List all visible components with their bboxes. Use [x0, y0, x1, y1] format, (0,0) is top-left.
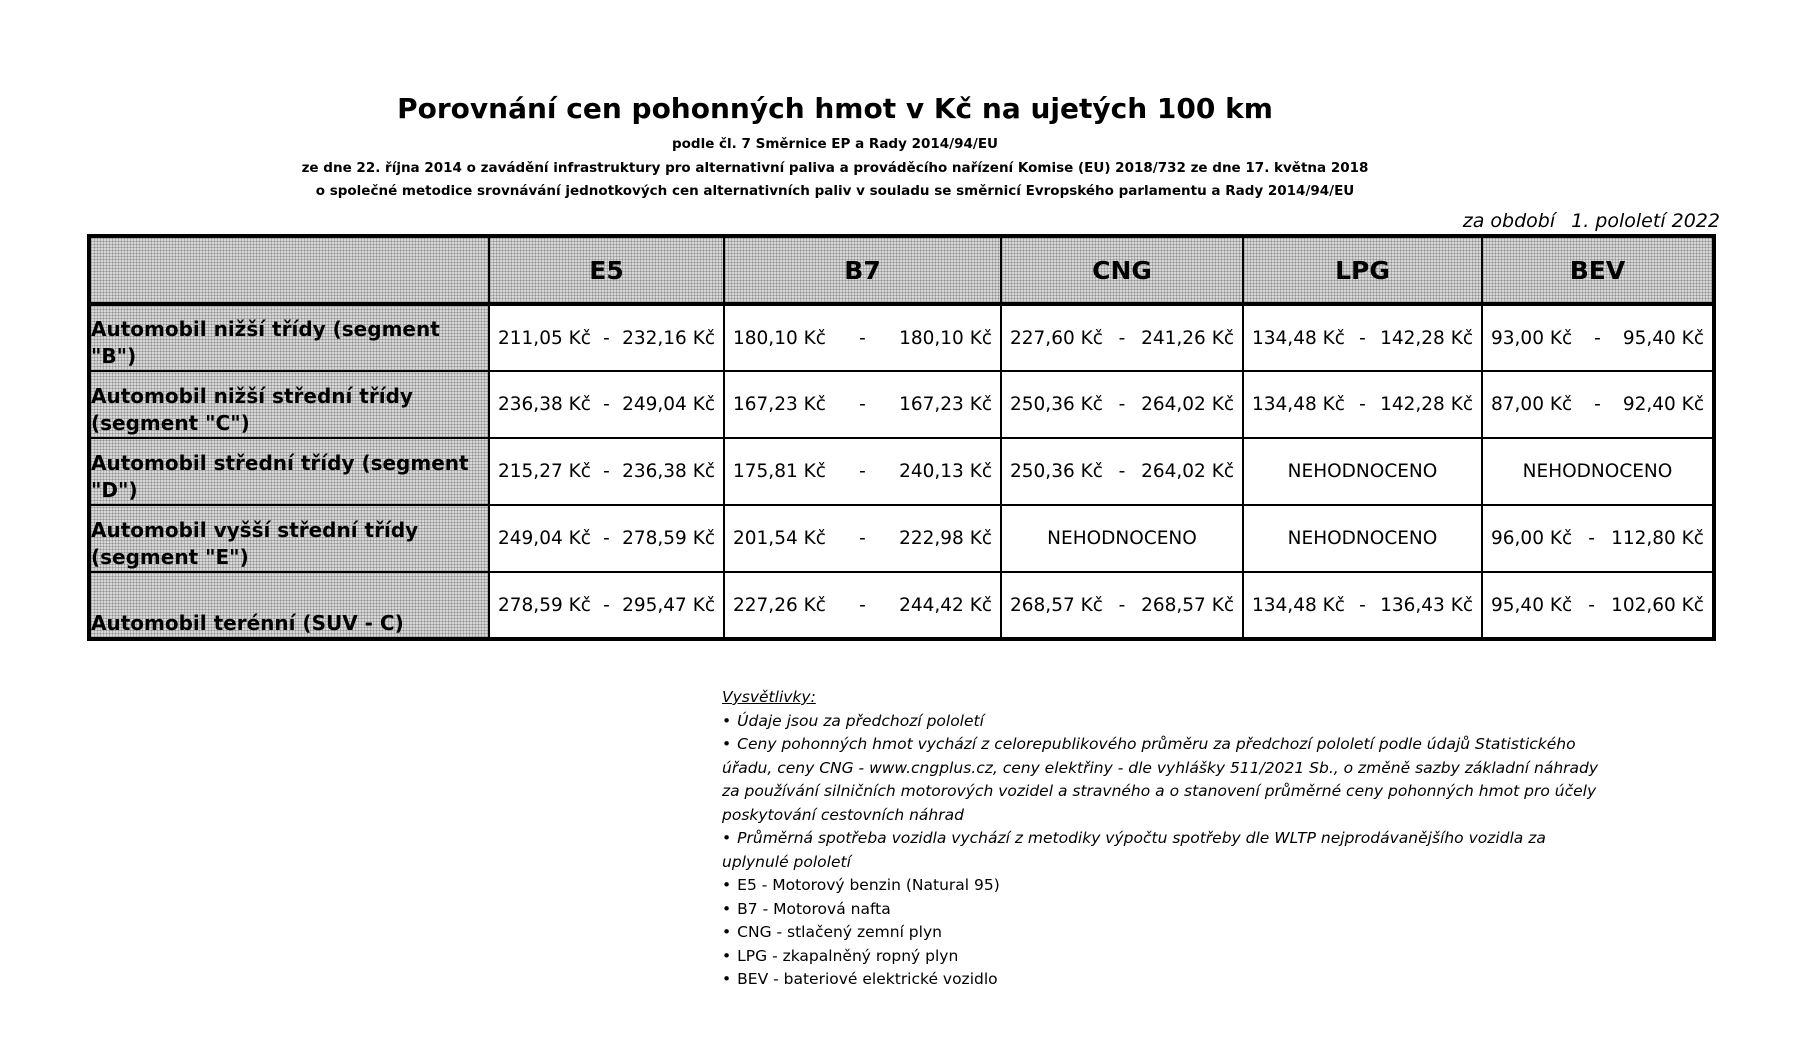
range-dash: - [1118, 594, 1126, 616]
price-range [1244, 328, 1481, 349]
range-dash: - [1594, 327, 1601, 349]
price-from: 211,05 Kč [498, 327, 591, 349]
subtitle-line-2: ze dne 22. října 2014 o zavádění infrastruktury pro alternativní paliva a prováděcího nařízení Komise (EU) 2018/732 ze dne 17. května 2018 [301, 160, 1369, 176]
price-cell-cng [1001, 304, 1243, 371]
range-dash: - [1118, 327, 1126, 349]
not-evaluated-text: NEHODNOCENO [1522, 461, 1673, 482]
price-from: 236,38 Kč [498, 394, 591, 415]
price-cell-b7 [724, 304, 1001, 371]
note-line: • Ceny pohonných hmot vychází z celorepublikového průměru za předchozí pololetí podle údajů Statistického [722, 733, 1602, 757]
price-cell-cng [1001, 371, 1243, 438]
price-range [1002, 394, 1242, 415]
note-line: • Průměrná spotřeba vozidla vychází z metodiky výpočtu spotřeby dle WLTP nejprodávanějšího vozidla za [722, 827, 1602, 851]
price-from: 134,48 Kč [1252, 327, 1345, 349]
range-dash: - [1594, 394, 1601, 415]
notes-explanations [722, 710, 1602, 875]
range-dash: - [859, 327, 866, 349]
price-range [725, 328, 1000, 349]
price-range [725, 461, 1000, 482]
price-cell-cng [1001, 505, 1243, 572]
row-header: Automobil terénní (SUV - C) [89, 572, 489, 639]
legend-item: • LPG - zkapalněný ropný plyn [722, 945, 1602, 969]
price-cell-bev [1482, 505, 1714, 572]
price-range [490, 328, 723, 349]
note-line: za používání silničních motorových vozidel a stravného a o stanovení průměrné ceny pohonných hmot pro účely [722, 782, 1597, 800]
table-row [89, 304, 1714, 371]
price-to: 136,43 Kč [1380, 594, 1473, 616]
price-range [490, 394, 723, 415]
range-dash: - [1359, 394, 1366, 415]
table-row [89, 505, 1714, 572]
price-cell-lpg [1243, 371, 1482, 438]
price-to: 244,42 Kč [899, 594, 992, 616]
price-range [1483, 595, 1712, 616]
range-dash: - [1118, 461, 1126, 482]
price-from: 250,36 Kč [1010, 461, 1103, 482]
period [1463, 210, 1720, 232]
price-to: 295,47 Kč [622, 594, 715, 616]
row-header: Automobil střední třídy (segment "D") [89, 438, 489, 505]
price-range [1002, 461, 1242, 482]
price-to: 142,28 Kč [1380, 394, 1473, 415]
range-dash: - [603, 327, 610, 349]
table-row [89, 572, 1714, 639]
price-to: 102,60 Kč [1611, 594, 1704, 616]
price-from: 134,48 Kč [1252, 594, 1345, 616]
price-range [1002, 595, 1242, 616]
price-cell-bev [1482, 438, 1714, 505]
col-header-b7: B7 [724, 236, 1001, 304]
notes [722, 686, 1602, 992]
price-from: 167,23 Kč [733, 394, 826, 415]
price-from: 215,27 Kč [498, 461, 591, 482]
price-range [490, 461, 723, 482]
legend-item: • BEV - bateriové elektrické vozidlo [722, 968, 1602, 992]
price-from: 175,81 Kč [733, 461, 826, 482]
price-to: 142,28 Kč [1380, 327, 1473, 349]
range-dash: - [859, 528, 866, 549]
price-from: 87,00 Kč [1491, 394, 1573, 415]
price-from: 180,10 Kč [733, 327, 826, 349]
range-dash: - [859, 394, 866, 415]
subtitle-line-1: podle čl. 7 Směrnice EP a Rady 2014/94/EU [671, 136, 999, 152]
price-from: 201,54 Kč [733, 528, 826, 549]
price-from: 227,60 Kč [1010, 327, 1103, 349]
range-dash: - [1359, 327, 1366, 349]
price-range [1483, 328, 1712, 349]
note-line: poskytování cestovních náhrad [722, 805, 964, 824]
range-dash: - [859, 461, 866, 482]
header-corner [89, 236, 489, 304]
price-from: 250,36 Kč [1010, 394, 1103, 415]
price-cell-cng [1001, 572, 1243, 639]
subtitle-line-3: o společné metodice srovnávání jednotkových cen alternativních paliv v souladu se směrnicí Evropského parlamentu a Rady 2014/94/EU [315, 183, 1355, 199]
price-cell-bev [1482, 572, 1714, 639]
price-range [1483, 394, 1712, 415]
price-to: 112,80 Kč [1611, 528, 1704, 549]
fuel-legend [722, 874, 1602, 992]
price-to: 95,40 Kč [1622, 327, 1704, 349]
not-evaluated-text: NEHODNOCENO [1047, 528, 1197, 549]
price-from: 96,00 Kč [1491, 528, 1573, 549]
price-to: 167,23 Kč [899, 394, 992, 415]
price-cell-lpg [1243, 304, 1482, 371]
note-line: • Údaje jsou za předchozí pololetí [722, 710, 1602, 734]
legend-item: • E5 - Motorový benzin (Natural 95) [722, 874, 1602, 898]
period-value: 1. pololetí 2022 [1571, 210, 1720, 232]
price-from: 93,00 Kč [1491, 327, 1573, 349]
price-range [1002, 328, 1242, 349]
price-cell-b7 [724, 371, 1001, 438]
price-to: 92,40 Kč [1622, 394, 1704, 415]
col-header-lpg: LPG [1243, 236, 1482, 304]
price-cell-e5 [489, 438, 724, 505]
price-to: 264,02 Kč [1141, 461, 1234, 482]
price-to: 236,38 Kč [622, 461, 715, 482]
price-from: 134,48 Kč [1252, 394, 1345, 415]
range-dash: - [1588, 594, 1595, 616]
price-range [490, 595, 723, 616]
table-row [89, 438, 1714, 505]
col-header-bev: BEV [1482, 236, 1714, 304]
price-from: 95,40 Kč [1491, 594, 1573, 616]
table-header-row [89, 236, 1714, 304]
price-range [725, 394, 1000, 415]
col-header-e5: E5 [489, 236, 724, 304]
price-range [490, 528, 723, 549]
price-to: 222,98 Kč [899, 528, 992, 549]
legend-item: • CNG - stlačený zemní plyn [722, 921, 1602, 945]
range-dash: - [603, 594, 610, 616]
price-cell-e5 [489, 572, 724, 639]
price-to: 241,26 Kč [1141, 327, 1234, 349]
range-dash: - [1118, 394, 1126, 415]
price-range [1483, 528, 1712, 549]
price-cell-b7 [724, 572, 1001, 639]
price-cell-e5 [489, 304, 724, 371]
price-cell-e5 [489, 505, 724, 572]
row-header: Automobil vyšší střední třídy (segment "E") [89, 505, 489, 572]
page-title: Porovnání cen pohonných hmot v Kč na ujetých 100 km [397, 92, 1273, 125]
range-dash: - [603, 394, 610, 415]
price-cell-lpg [1243, 505, 1482, 572]
price-cell-bev [1482, 304, 1714, 371]
price-cell-b7 [724, 505, 1001, 572]
row-header: Automobil nižší třídy (segment "B") [89, 304, 489, 371]
price-from: 227,26 Kč [733, 594, 826, 616]
price-range [1244, 394, 1481, 415]
price-to: 180,10 Kč [899, 327, 992, 349]
price-cell-e5 [489, 371, 724, 438]
period-label: za období [1462, 210, 1556, 232]
price-from: 268,57 Kč [1010, 594, 1103, 616]
price-cell-b7 [724, 438, 1001, 505]
price-from: 278,59 Kč [498, 594, 591, 616]
range-dash: - [1359, 594, 1366, 616]
price-cell-bev [1482, 371, 1714, 438]
range-dash: - [859, 594, 866, 616]
range-dash: - [603, 461, 610, 482]
price-range [725, 595, 1000, 616]
fuel-price-table [87, 234, 1716, 641]
col-header-cng: CNG [1001, 236, 1243, 304]
range-dash: - [603, 528, 610, 549]
price-from: 249,04 Kč [498, 528, 591, 549]
price-cell-cng [1001, 438, 1243, 505]
price-to: 268,57 Kč [1141, 594, 1234, 616]
price-to: 249,04 Kč [622, 394, 715, 415]
notes-heading: Vysvětlivky: [722, 688, 816, 706]
not-evaluated-text: NEHODNOCENO [1287, 461, 1438, 482]
price-cell-lpg [1243, 438, 1482, 505]
price-range [1244, 595, 1481, 616]
not-evaluated-text: NEHODNOCENO [1287, 528, 1438, 549]
table-row [89, 371, 1714, 438]
price-to: 264,02 Kč [1141, 394, 1234, 415]
range-dash: - [1588, 528, 1595, 549]
price-to: 278,59 Kč [622, 528, 715, 549]
price-to: 240,13 Kč [899, 461, 992, 482]
note-line: uplynulé pololetí [722, 852, 851, 871]
row-header: Automobil nižší střední třídy (segment "C") [89, 371, 489, 438]
note-line: úřadu, ceny CNG - www.cngplus.cz, ceny elektřiny - dle vyhlášky 511/2021 Sb., o změně sazby základní náhrady [722, 758, 1599, 777]
price-cell-lpg [1243, 572, 1482, 639]
legend-item: • B7 - Motorová nafta [722, 898, 1602, 922]
price-range [725, 528, 1000, 549]
price-to: 232,16 Kč [622, 327, 715, 349]
